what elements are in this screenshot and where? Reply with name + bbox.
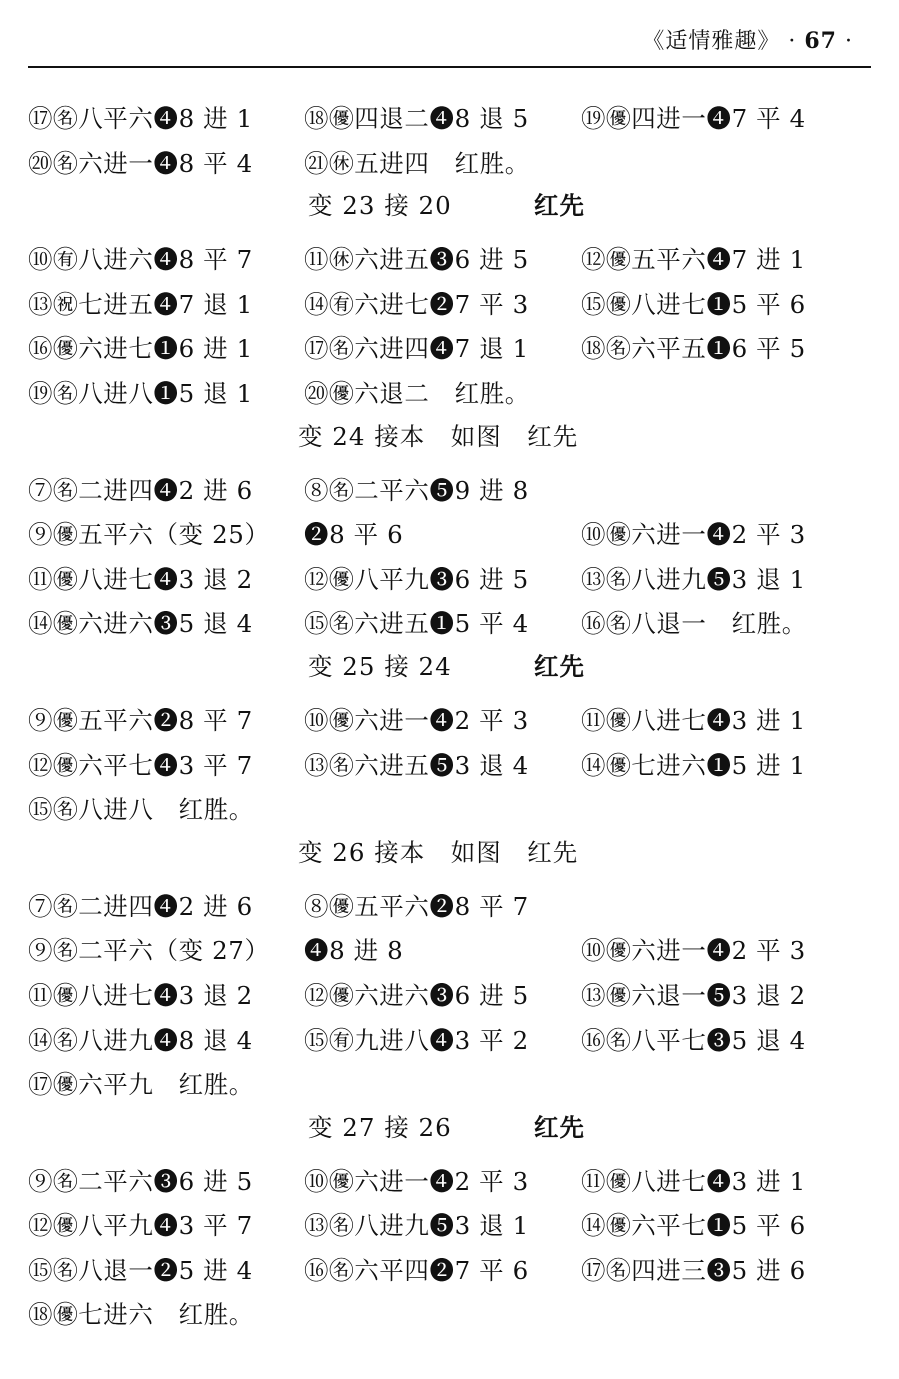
move-entry: ⑭㊔八进九❹8 退 4 [28,1025,253,1055]
variation-heading [28,412,878,464]
move-entry: ⑯㊔八退一 红胜。 [581,609,807,639]
move-entry: ⑬㊔八进九❺3 退 1 [581,564,806,594]
move-line [28,322,878,367]
move-line [28,553,878,598]
page-header [28,24,871,68]
move-entry: ⑲㊔八进八❶5 退 1 [28,378,253,408]
move-line [28,508,878,553]
move-entry: ⑮㊒九进八❹3 平 2 [304,1025,529,1055]
move-entry: ⑮㊔八进八 红胜。 [28,795,254,825]
move-entry: ⑩㊝六进一❹2 平 3 [304,1166,529,1196]
move-entry: ⑱㊔六平五❶6 平 5 [581,334,806,364]
move-entry: ⑫㊝六平七❹3 平 7 [28,750,253,780]
move-entry: ⑩㊝六进一❹2 平 3 [581,520,806,550]
move-entry: ⑪㊝八进七❹3 进 1 [581,705,806,735]
move-entry: ⑳㊝六退二 红胜。 [304,378,530,408]
move-entry: ⑰㊔八平六❹8 进 1 [28,104,253,133]
move-entry: ⑫㊝八平九❹3 平 7 [28,1211,253,1241]
move-line [28,694,878,739]
move-entry: ⑰㊝六平九 红胜。 [28,1070,254,1100]
move-entry: ⑪㊝八进七❹3 退 2 [28,980,253,1010]
page-number: 67 [804,28,837,54]
move-entry: ⑨㊔二平六（变 27） [28,936,270,966]
move-entry: ❷8 平 6 [304,520,404,550]
move-line [28,1058,878,1103]
move-entry: ⑫㊝八平九❸6 进 5 [304,564,529,594]
move-entry: ❹8 进 8 [304,936,404,966]
move-entry: ⑧㊝五平六❷8 平 7 [304,891,529,921]
first-move-side: 红先 [534,191,585,221]
move-line [28,880,878,925]
move-entry: ⑪㊝八进七❹3 进 1 [581,1166,806,1196]
move-line [28,783,878,828]
variation-title: 变 26 接本 如图 红先 [298,837,579,867]
move-entry: ⑦㊔二进四❹2 进 6 [28,475,253,505]
variation-heading [28,642,878,694]
variation-heading [28,1103,878,1155]
first-move-side: 红先 [534,651,585,681]
move-line [28,464,878,509]
move-entry: ⑨㊔二平六❸6 进 5 [28,1166,253,1196]
move-entry: ⑪㊝八进七❹3 退 2 [28,564,253,594]
separator-dot: · [788,29,797,54]
move-entry: ⑰㊔六进四❹7 退 1 [304,334,529,364]
move-line [28,278,878,323]
running-head [642,24,853,55]
move-entry: ⑮㊔六进五❶5 平 4 [304,609,529,639]
move-entry: ⑨㊝五平六❷8 平 7 [28,705,253,735]
move-listing [28,92,878,1333]
variation-title: 变 23 接 20 [308,191,452,221]
move-line [28,739,878,784]
variation-title: 变 25 接 24 [308,651,452,681]
move-entry: ⑯㊔六平四❷7 平 6 [304,1255,529,1285]
variation-title: 变 27 接 26 [308,1112,452,1142]
move-entry: ⑱㊝四退二❹8 退 5 [304,104,529,133]
move-entry: ⑭㊒六进七❷7 平 3 [304,289,529,319]
first-move-side: 红先 [534,1112,585,1142]
variation-heading [28,181,878,233]
move-entry: ⑧㊔二平六❺9 进 8 [304,475,529,505]
move-entry: ⑭㊝七进六❶5 进 1 [581,750,806,780]
move-entry: ⑩㊝六进一❹2 平 3 [581,936,806,966]
move-entry: ⑬㊗七进五❹7 退 1 [28,289,253,319]
move-line [28,1199,878,1244]
move-line [28,924,878,969]
move-line [28,92,878,137]
move-entry: ⑨㊝五平六（变 25） [28,520,270,550]
move-line [28,969,878,1014]
move-line [28,597,878,642]
move-line [28,233,878,278]
move-entry: ⑱㊝七进六 红胜。 [28,1300,254,1330]
move-line [28,137,878,182]
move-entry: ⑬㊝六退一❺3 退 2 [581,980,806,1010]
move-entry: ⑬㊔八进九❺3 退 1 [304,1211,529,1241]
variation-title: 变 24 接本 如图 红先 [298,421,579,451]
move-entry: ㉑㊡五进四 红胜。 [304,148,530,178]
move-entry: ⑫㊝六进六❸6 进 5 [304,980,529,1010]
move-entry: ⑬㊔六进五❺3 退 4 [304,750,529,780]
move-line [28,1014,878,1059]
move-line [28,367,878,412]
book-title: 《适情雅趣》 [642,29,781,54]
move-entry: ⑮㊝八进七❶5 平 6 [581,289,806,319]
move-entry: ⑳㊔六进一❹8 平 4 [28,148,253,178]
move-entry: ⑪㊡六进五❸6 进 5 [304,245,529,275]
move-entry: ⑲㊝四进一❹7 平 4 [581,104,806,133]
move-entry: ⑭㊝六进六❸5 退 4 [28,609,253,639]
move-entry: ⑩㊒八进六❹8 平 7 [28,245,253,275]
move-entry: ⑮㊔八退一❷5 进 4 [28,1255,253,1285]
move-entry: ⑯㊔八平七❸5 退 4 [581,1025,806,1055]
move-line [28,1288,878,1333]
variation-heading [28,828,878,880]
move-entry: ⑦㊔二进四❹2 进 6 [28,891,253,921]
move-entry: ⑩㊝六进一❹2 平 3 [304,705,529,735]
move-entry: ⑫㊝五平六❹7 进 1 [581,245,806,275]
move-entry: ⑭㊝六平七❶5 平 6 [581,1211,806,1241]
move-entry: ⑯㊝六进七❶6 进 1 [28,334,253,364]
move-entry: ⑰㊔四进三❸5 进 6 [581,1255,806,1285]
move-line [28,1155,878,1200]
move-line [28,1244,878,1289]
separator-dot: · [845,29,853,54]
